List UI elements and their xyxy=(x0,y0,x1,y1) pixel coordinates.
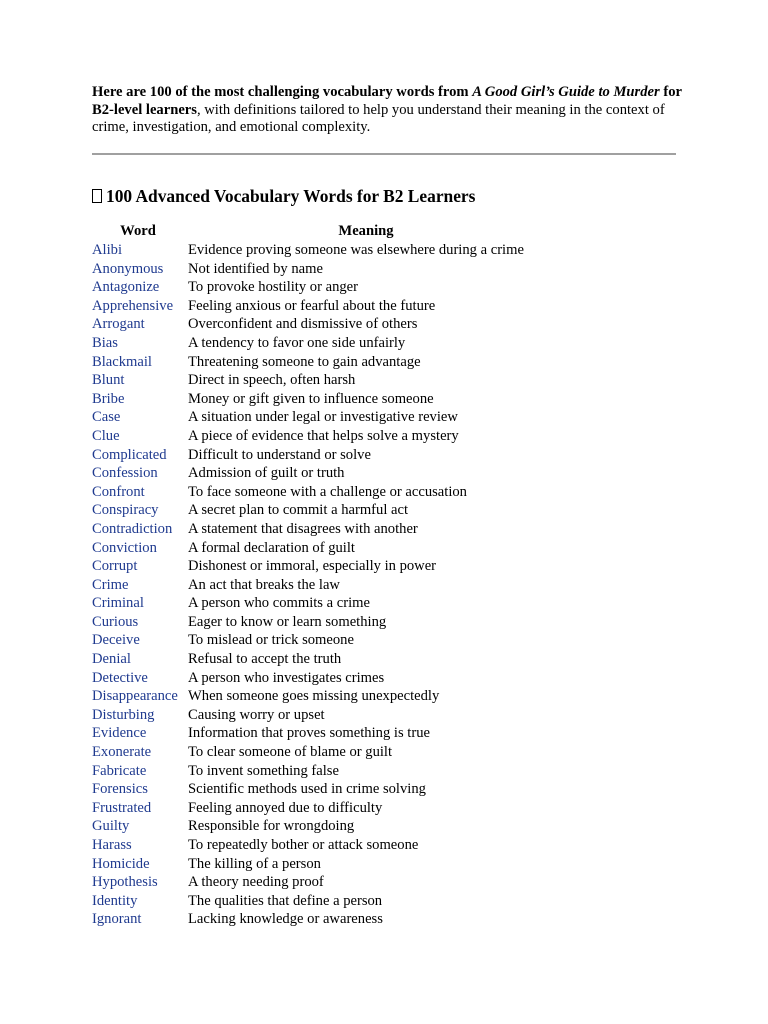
vocab-meaning: To repeatedly bother or attack someone xyxy=(188,837,419,853)
vocab-word[interactable]: Confront xyxy=(92,483,145,500)
vocab-meaning: A situation under legal or investigative review xyxy=(188,409,458,426)
table-row xyxy=(90,799,546,818)
table-row xyxy=(90,762,546,781)
vocab-word[interactable]: Evidence xyxy=(92,725,147,742)
intro-level-text: for B2-level learners xyxy=(92,84,682,118)
table-row xyxy=(90,576,546,595)
vocab-meaning: Eager to know or learn something xyxy=(188,613,387,630)
vocab-word[interactable]: Detective xyxy=(92,669,148,686)
table-row xyxy=(90,371,546,390)
table-row xyxy=(90,669,546,688)
vocab-meaning: Feeling anxious or fearful about the future xyxy=(188,297,436,314)
table-row xyxy=(90,817,546,836)
table-row xyxy=(90,501,546,520)
vocab-word[interactable]: Forensics xyxy=(92,781,148,798)
table-row xyxy=(90,836,546,855)
table-row xyxy=(90,520,546,539)
intro-paragraph xyxy=(92,84,682,137)
vocab-meaning: Refusal to accept the truth xyxy=(188,651,342,668)
table-row xyxy=(90,315,546,334)
vocab-word[interactable]: Disappearance xyxy=(92,688,178,705)
table-row xyxy=(90,446,546,465)
table-row xyxy=(90,241,546,260)
table-row xyxy=(90,910,546,929)
vocab-meaning: A statement that disagrees with another xyxy=(188,520,418,537)
horizontal-divider xyxy=(92,153,676,155)
vocab-meaning: The killing of a person xyxy=(188,855,321,872)
column-header-word: Word xyxy=(120,223,156,239)
vocab-word[interactable]: Corrupt xyxy=(92,558,138,575)
intro-description: , with definitions tailored to help you understand their meaning in the context of crime, investigation, and emotional complexity. xyxy=(92,101,665,135)
vocab-meaning: A formal declaration of guilt xyxy=(188,539,355,556)
vocab-meaning: Evidence proving someone was elsewhere during a crime xyxy=(188,242,524,258)
vocab-meaning: A person who investigates crimes xyxy=(188,669,385,686)
vocab-meaning: When someone goes missing unexpectedly xyxy=(188,688,440,705)
intro-lead-text: Here are 100 of the most challenging vocabulary words from xyxy=(92,84,473,100)
vocabulary-table xyxy=(90,222,546,929)
table-row xyxy=(90,427,546,446)
vocab-meaning: Admission of guilt or truth xyxy=(188,465,345,482)
vocab-word[interactable]: Guilty xyxy=(92,818,130,835)
vocab-word[interactable]: Disturbing xyxy=(92,706,155,723)
vocab-meaning: Responsible for wrongdoing xyxy=(188,818,355,835)
table-row xyxy=(90,724,546,743)
table-row xyxy=(90,557,546,576)
vocab-word[interactable]: Conspiracy xyxy=(92,502,159,519)
vocab-word[interactable]: Anonymous xyxy=(92,260,164,277)
vocab-meaning: Threatening someone to gain advantage xyxy=(188,353,421,370)
vocab-meaning: Dishonest or immoral, especially in power xyxy=(188,558,437,575)
table-row xyxy=(90,353,546,372)
table-row xyxy=(90,855,546,874)
missing-glyph-icon xyxy=(92,189,102,203)
table-row xyxy=(90,464,546,483)
section-heading xyxy=(92,186,475,207)
vocab-word[interactable]: Case xyxy=(92,409,121,426)
vocab-meaning: A secret plan to commit a harmful act xyxy=(188,502,409,519)
table-row xyxy=(90,892,546,911)
table-row xyxy=(90,594,546,613)
book-title xyxy=(472,84,659,100)
book-title-line2: Murder xyxy=(613,84,660,100)
vocab-meaning: To invent something false xyxy=(188,762,339,779)
vocab-meaning: Direct in speech, often harsh xyxy=(188,372,356,389)
vocab-word[interactable]: Crime xyxy=(92,576,129,593)
vocab-meaning: A theory needing proof xyxy=(188,874,324,891)
document-page xyxy=(92,84,682,137)
vocab-word[interactable]: Harass xyxy=(92,837,132,853)
table-row xyxy=(90,408,546,427)
vocab-word[interactable]: Complicated xyxy=(92,446,167,463)
vocab-word[interactable]: Bribe xyxy=(92,390,125,407)
vocab-meaning: Overconfident and dismissive of others xyxy=(188,316,418,333)
table-row xyxy=(90,297,546,316)
vocab-word[interactable]: Apprehensive xyxy=(92,297,174,314)
table-row xyxy=(90,873,546,892)
table-row xyxy=(90,334,546,353)
vocab-word[interactable]: Criminal xyxy=(92,595,144,612)
vocab-word[interactable]: Deceive xyxy=(92,632,140,649)
vocab-meaning: Difficult to understand or solve xyxy=(188,446,371,463)
column-header-meaning: Meaning xyxy=(338,223,394,239)
vocab-meaning: A person who commits a crime xyxy=(188,595,370,612)
vocab-word[interactable]: Frustrated xyxy=(92,799,152,816)
table-row xyxy=(90,539,546,558)
vocab-meaning: To provoke hostility or anger xyxy=(188,279,359,296)
vocab-meaning: Money or gift given to influence someone xyxy=(188,390,434,407)
vocab-word[interactable]: Ignorant xyxy=(92,911,142,928)
vocab-word[interactable]: Clue xyxy=(92,427,120,444)
vocab-meaning: A tendency to favor one side unfairly xyxy=(188,334,406,351)
vocab-meaning: Lacking knowledge or awareness xyxy=(188,911,383,928)
vocab-meaning: To face someone with a challenge or accusation xyxy=(188,483,467,500)
vocab-word[interactable]: Antagonize xyxy=(92,279,160,296)
vocab-word[interactable]: Alibi xyxy=(92,242,122,258)
vocab-meaning: Feeling annoyed due to difficulty xyxy=(188,799,383,816)
table-row xyxy=(90,278,546,297)
vocab-meaning: Information that proves something is true xyxy=(188,725,430,742)
vocab-word[interactable]: Conviction xyxy=(92,539,157,556)
vocab-word[interactable]: Contradiction xyxy=(92,520,173,537)
vocab-word[interactable]: Exonerate xyxy=(92,744,152,761)
vocab-meaning: A piece of evidence that helps solve a mystery xyxy=(188,427,459,444)
vocab-meaning: The qualities that define a person xyxy=(188,892,383,909)
table-row xyxy=(90,650,546,669)
vocab-word[interactable]: Denial xyxy=(92,651,131,668)
table-row xyxy=(90,631,546,650)
table-row xyxy=(90,687,546,706)
table-row xyxy=(90,780,546,799)
vocab-word[interactable]: Hypothesis xyxy=(92,874,158,891)
vocab-meaning: To mislead or trick someone xyxy=(188,632,354,649)
table-row xyxy=(90,390,546,409)
table-row xyxy=(90,743,546,762)
vocab-meaning: Causing worry or upset xyxy=(188,706,325,723)
vocab-word[interactable]: Fabricate xyxy=(92,762,147,779)
vocab-word[interactable]: Confession xyxy=(92,465,158,482)
vocabulary-table-body xyxy=(90,241,546,929)
vocab-word[interactable]: Blunt xyxy=(92,372,125,389)
vocab-meaning: An act that breaks the law xyxy=(188,576,340,593)
book-title-line1: A Good Girl’s Guide to xyxy=(472,84,610,100)
vocab-word[interactable]: Curious xyxy=(92,613,139,630)
vocab-meaning: To clear someone of blame or guilt xyxy=(188,744,393,761)
vocab-word[interactable]: Blackmail xyxy=(92,353,152,370)
vocab-word[interactable]: Bias xyxy=(92,334,118,351)
vocab-word[interactable]: Homicide xyxy=(92,855,150,872)
table-row xyxy=(90,613,546,632)
vocab-word[interactable]: Arrogant xyxy=(92,316,145,333)
table-row xyxy=(90,483,546,502)
vocab-meaning: Not identified by name xyxy=(188,260,323,277)
table-header-row xyxy=(90,222,546,241)
table-row xyxy=(90,260,546,279)
vocab-meaning: Scientific methods used in crime solving xyxy=(188,781,426,798)
section-heading-text: 100 Advanced Vocabulary Words for B2 Learners xyxy=(106,186,476,206)
table-row xyxy=(90,706,546,725)
vocab-word[interactable]: Identity xyxy=(92,892,138,909)
